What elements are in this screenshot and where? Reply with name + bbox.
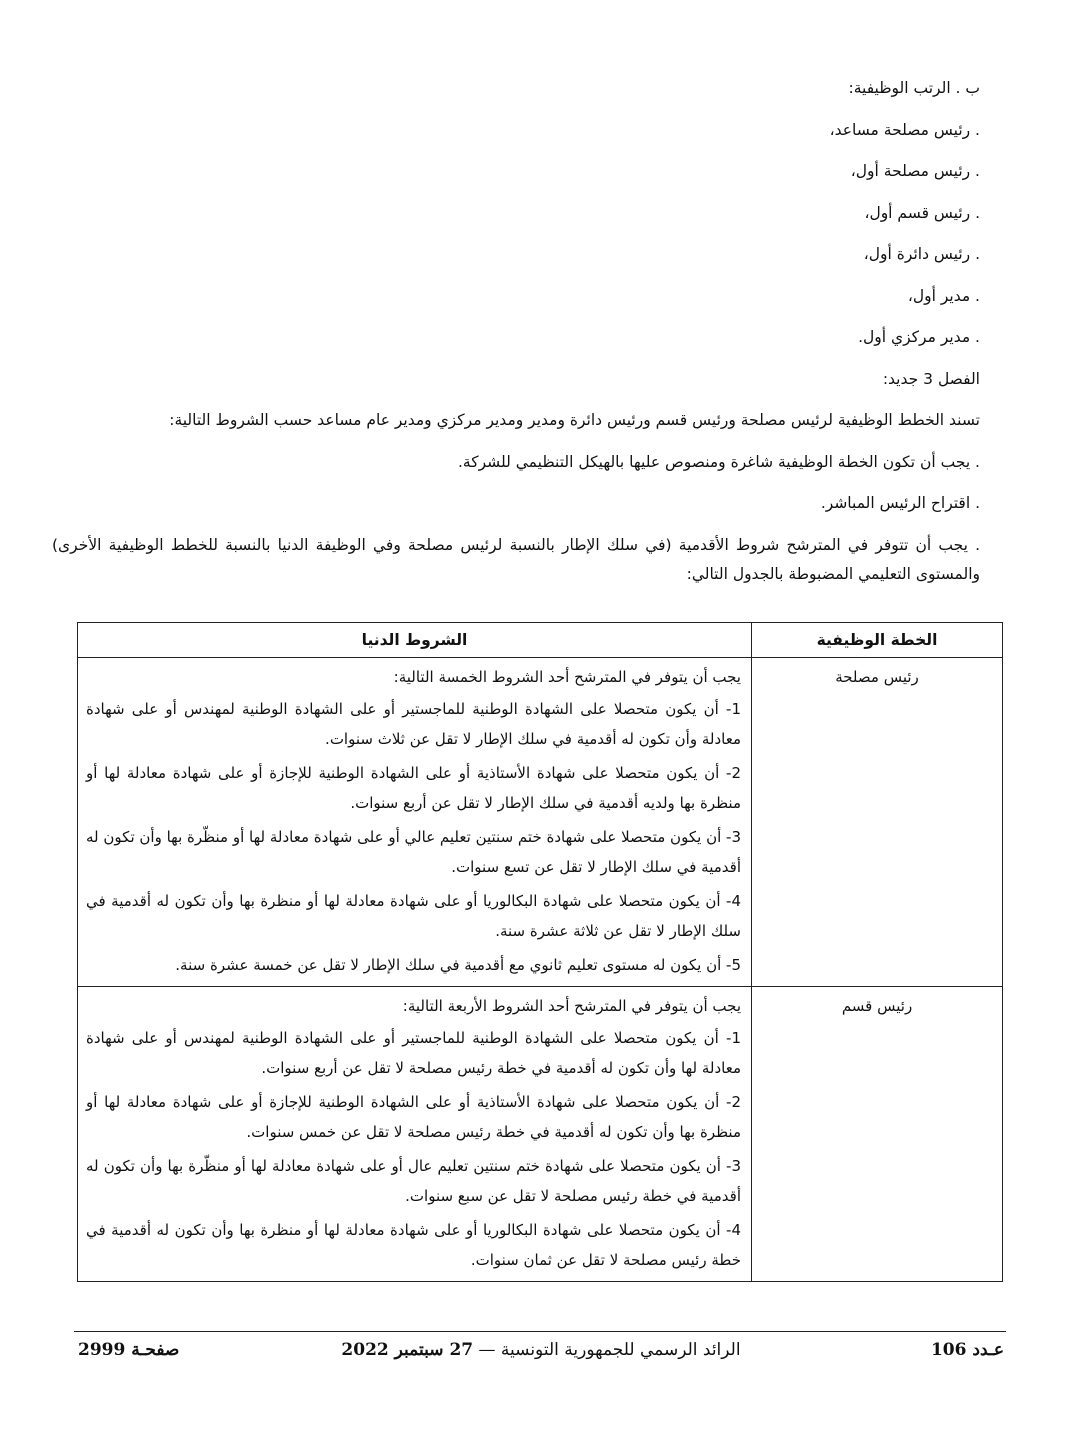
condition-clause: 4- أن يكون متحصلا على شهادة البكالوريا أو على شهادة معادلة لها أو منظرة بها وأن تكون له أقدمية في سلك الإطار لا تقل عن ثلاثة عشرة سنة.	[86, 892, 741, 940]
issue-date: 27 سبتمبر 2022	[341, 1340, 474, 1360]
condition-item: . يجب أن تتوفر في المترشح شروط الأقدمية (في سلك الإطار بالنسبة لرئيس مصلحة وفي الوظيفة الدنيا بالنسبة للخطط الوظيفية الأخرى) والمستوى التعليمي المضبوطة بالجدول التالي:	[52, 535, 980, 583]
plan-cell: رئيس قسم	[752, 987, 1003, 1282]
conditions-cell	[78, 987, 752, 1282]
condition-clause: 2- أن يكون متحصلا على شهادة الأستاذية أو على الشهادة الوطنية للإجازة أو على شهادة معادلة لها أو منظرة بها وأن تكون له أقدمية في خطة رئيس مصلحة لا تقل عن خمس سنوات.	[86, 1093, 741, 1141]
rank-item: . رئيس مصلحة مساعد،	[829, 120, 980, 139]
condition-clause: 4- أن يكون متحصلا على شهادة البكالوريا أو على شهادة معادلة لها أو منظرة بها وأن تكون له أقدمية في خطة رئيس مصلحة لا تقل عن ثمان سنوات.	[86, 1221, 741, 1269]
conditions-lead: يجب أن يتوفر في المترشح أحد الشروط الأربعة التالية:	[402, 997, 741, 1015]
condition-clause: 3- أن يكون متحصلا على شهادة ختم سنتين تعليم عال أو على شهادة معادلة لها أو منظّرة بها وأن تكون له أقدمية في خطة رئيس مصلحة لا تقل عن سبع سنوات.	[86, 1157, 741, 1205]
rank-item: . رئيس مصلحة أول،	[850, 162, 980, 180]
condition-clause: 5- أن يكون له مستوى تعليم ثانوي مع أقدمية في سلك الإطار لا تقل عن خمسة عشرة سنة.	[175, 956, 741, 974]
condition-clause: 3- أن يكون متحصلا على شهادة ختم سنتين تعليم عالي أو على شهادة معادلة لها أو منظّرة بها وأن تكون له أقدمية في سلك الإطار لا تقل عن تسع سنوات.	[86, 828, 741, 876]
condition-item: . يجب أن تكون الخطة الوظيفية شاغرة ومنصوص عليها بالهيكل التنظيمي للشركة.	[457, 452, 980, 471]
chapter-text: تسند الخطط الوظيفية لرئيس مصلحة ورئيس قسم ورئيس دائرة ومدير ومدير مركزي ومدير عام مساعد حسب الشروط التالية:	[169, 411, 980, 429]
condition-clause: 1- أن يكون متحصلا على الشهادة الوطنية للماجستير أو على الشهادة الوطنية لمهندس أو على شهادة معادلة وأن تكون له أقدمية في سلك الإطار لا تقل عن ثلاث سنوات.	[86, 700, 741, 748]
issue-number: عـدد 106	[930, 1340, 1004, 1360]
ranks-heading: ب . الرتب الوظيفية:	[848, 79, 980, 97]
rank-item: . رئيس قسم أول،	[864, 203, 980, 222]
header-plan: الخطة الوظيفية	[752, 623, 1003, 658]
condition-clause: 2- أن يكون متحصلا على شهادة الأستاذية أو على الشهادة الوطنية للإجازة أو على شهادة معادلة لها أو منظرة بها ولديه أقدمية في سلك الإطار لا تقل عن أربع سنوات.	[86, 764, 741, 812]
condition-item: . اقتراح الرئيس المباشر.	[820, 494, 980, 512]
conditions-cell	[78, 658, 752, 987]
rank-item: . مدير مركزي أول.	[858, 328, 980, 346]
intro-section	[52, 74, 980, 602]
page-footer	[78, 1340, 1004, 1370]
journal-title	[78, 1340, 1004, 1360]
footer-divider	[74, 1331, 1006, 1332]
conditions-table	[77, 622, 1003, 1282]
table-row	[78, 987, 1003, 1282]
condition-clause: 1- أن يكون متحصلا على الشهادة الوطنية للماجستير أو على الشهادة الوطنية لمهندس أو على شهادة معادلة لها وأن تكون له أقدمية في خطة رئيس مصلحة لا تقل عن أربع سنوات.	[86, 1029, 741, 1077]
document-page	[52, 0, 1004, 1433]
conditions-lead: يجب أن يتوفر في المترشح أحد الشروط الخمسة التالية:	[393, 668, 741, 686]
header-conditions: الشروط الدنيا	[78, 623, 752, 658]
plan-cell: رئيس مصلحة	[752, 658, 1003, 987]
table-row	[78, 658, 1003, 987]
rank-item: . رئيس دائرة أول،	[863, 245, 980, 263]
chapter-heading: الفصل 3 جديد:	[882, 369, 980, 388]
page-number: صفحـة 2999	[78, 1340, 180, 1360]
rank-item: . مدير أول،	[907, 286, 980, 305]
table-header-row	[78, 623, 1003, 658]
journal-name: الرائد الرسمي للجمهورية التونسية —	[478, 1340, 741, 1360]
